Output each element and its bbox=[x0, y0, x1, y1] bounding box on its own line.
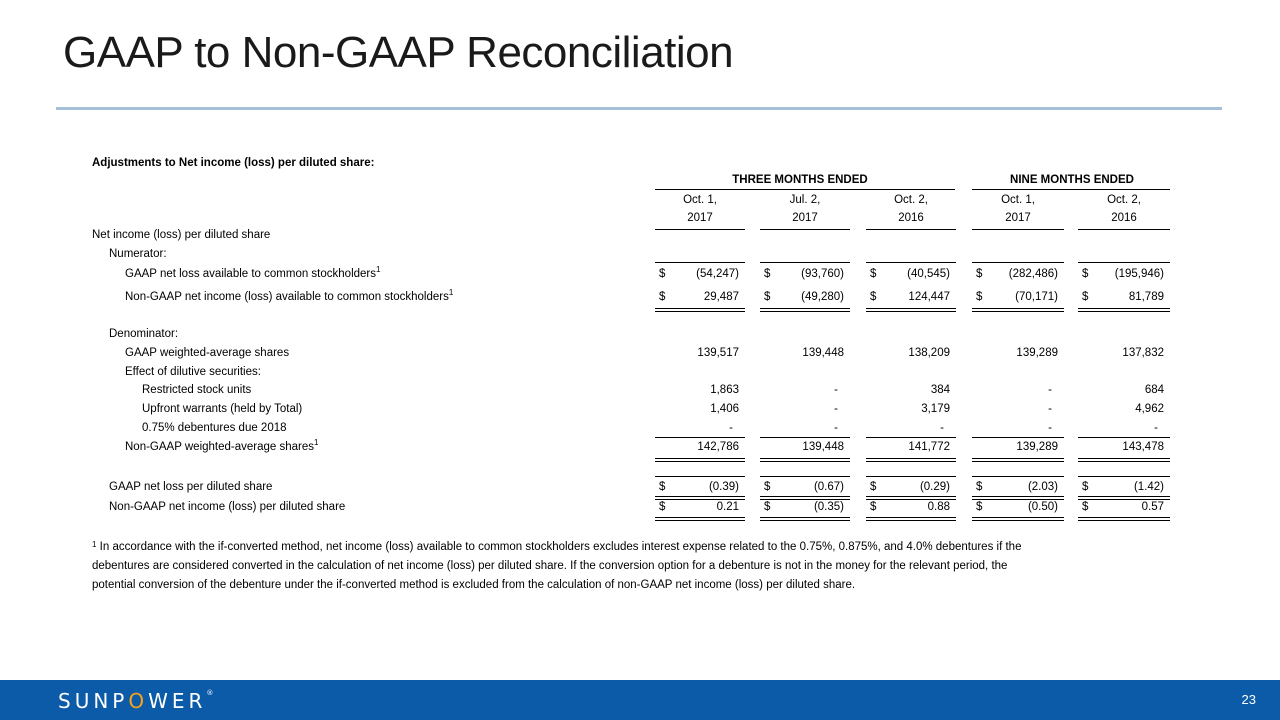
col-1-header-rule bbox=[655, 229, 745, 230]
value-cell: - bbox=[1048, 422, 1052, 434]
col-1-year: 2017 bbox=[687, 212, 713, 224]
total-rule bbox=[1078, 458, 1170, 459]
total-rule bbox=[1078, 520, 1170, 521]
value-cell: 139,289 bbox=[1016, 347, 1058, 359]
total-rule bbox=[972, 517, 1064, 518]
value-cell: 4,962 bbox=[1135, 403, 1164, 415]
value-cell: - bbox=[940, 422, 944, 434]
currency-symbol: $ bbox=[976, 501, 983, 513]
total-rule bbox=[655, 461, 745, 462]
total-rule bbox=[972, 520, 1064, 521]
footnote-line-1: $^1$ In accordance with the if-converted method, net income (loss) available to common stockholders excludes interest expense related to the 0.75%, 0.875%, and 4.0% debentures if the bbox=[92, 540, 1022, 553]
value-cell: - bbox=[729, 422, 733, 434]
three-months-header: THREE MONTHS ENDED bbox=[732, 174, 868, 186]
currency-symbol: $ bbox=[1082, 501, 1089, 513]
value-cell: (195,946) bbox=[1114, 268, 1164, 280]
total-rule bbox=[760, 517, 850, 518]
currency-symbol: $ bbox=[764, 291, 771, 303]
value-cell: (93,760) bbox=[801, 268, 844, 280]
total-rule bbox=[866, 461, 956, 462]
gaap-wavg-shares-label: GAAP weighted-average shares bbox=[125, 347, 290, 359]
value-cell: 137,832 bbox=[1122, 347, 1164, 359]
sun-o-icon: O bbox=[128, 689, 149, 713]
non-gaap-net-income-label: Non-GAAP net income (loss) available to common stockholders$^1$ bbox=[125, 288, 454, 303]
net-income-section-label: Net income (loss) per diluted share bbox=[92, 229, 271, 241]
currency-symbol: $ bbox=[870, 268, 877, 280]
total-rule bbox=[760, 262, 850, 263]
value-cell: 29,487 bbox=[703, 291, 739, 303]
currency-symbol: $ bbox=[1082, 291, 1089, 303]
value-cell: - bbox=[1048, 384, 1052, 396]
value-cell: 139,289 bbox=[1016, 441, 1058, 453]
total-rule bbox=[1078, 499, 1170, 500]
dilutive-effect-label: Effect of dilutive securities: bbox=[125, 366, 261, 378]
total-rule bbox=[655, 517, 745, 518]
total-rule bbox=[655, 311, 745, 312]
value-cell: 81,789 bbox=[1128, 291, 1164, 303]
footnote bbox=[92, 538, 1152, 595]
value-cell: - bbox=[834, 384, 838, 396]
value-cell: (282,486) bbox=[1008, 268, 1058, 280]
total-rule bbox=[655, 520, 745, 521]
total-rule bbox=[1078, 496, 1170, 497]
value-cell: 684 bbox=[1144, 384, 1164, 396]
total-rule bbox=[760, 461, 850, 462]
page-title: GAAP to Non-GAAP Reconciliation bbox=[63, 28, 734, 77]
total-rule bbox=[655, 458, 745, 459]
total-rule bbox=[1078, 311, 1170, 312]
total-rule bbox=[1078, 517, 1170, 518]
col-3-date: Oct. 2, bbox=[894, 194, 928, 206]
col-4-date: Oct. 1, bbox=[1001, 194, 1035, 206]
currency-symbol: $ bbox=[976, 481, 983, 493]
col-3-year: 2016 bbox=[898, 212, 924, 224]
total-rule bbox=[760, 520, 850, 521]
title-divider bbox=[56, 107, 1222, 110]
footnote-marker: 1 bbox=[448, 288, 454, 297]
total-rule bbox=[760, 311, 850, 312]
total-rule bbox=[866, 437, 956, 438]
value-cell: (54,247) bbox=[696, 268, 739, 280]
footnote-marker: 1 bbox=[376, 265, 381, 274]
value-cell: 1,406 bbox=[710, 403, 739, 415]
total-rule bbox=[655, 476, 745, 477]
value-cell: (0.35) bbox=[813, 501, 844, 513]
total-rule bbox=[866, 517, 956, 518]
total-rule bbox=[760, 496, 850, 497]
col-5-header-rule bbox=[1078, 229, 1170, 230]
value-cell: 384 bbox=[930, 384, 950, 396]
value-cell: (1.42) bbox=[1133, 481, 1164, 493]
value-cell: 139,448 bbox=[802, 441, 844, 453]
total-rule bbox=[866, 308, 956, 309]
total-rule bbox=[760, 476, 850, 477]
value-cell: - bbox=[834, 422, 838, 434]
total-rule bbox=[1078, 461, 1170, 462]
nine-months-header-rule bbox=[972, 189, 1170, 190]
value-cell: 0.57 bbox=[1141, 501, 1164, 513]
value-cell: 141,772 bbox=[908, 441, 950, 453]
value-cell: 142,786 bbox=[697, 441, 739, 453]
denominator-label: Denominator: bbox=[109, 328, 179, 340]
col-5-year: 2016 bbox=[1111, 212, 1137, 224]
non-gaap-wavg-shares-label: Non-GAAP weighted-average shares$^1$ bbox=[125, 438, 319, 453]
currency-symbol: $ bbox=[1082, 481, 1089, 493]
footnote-line-2: debentures are considered converted in the calculation of net income (loss) per diluted share. If the conversion option for a debenture is not in the money for the relevant period, the bbox=[92, 560, 1008, 572]
three-months-header-rule bbox=[655, 189, 955, 190]
col-3-header-rule bbox=[866, 229, 956, 230]
value-cell: (2.03) bbox=[1027, 481, 1058, 493]
total-rule bbox=[866, 520, 956, 521]
total-rule bbox=[866, 496, 956, 497]
value-cell: 1,863 bbox=[710, 384, 739, 396]
total-rule bbox=[972, 262, 1064, 263]
value-cell: 3,179 bbox=[921, 403, 950, 415]
total-rule bbox=[1078, 262, 1170, 263]
col-2-year: 2017 bbox=[792, 212, 818, 224]
total-rule bbox=[866, 458, 956, 459]
total-rule bbox=[866, 311, 956, 312]
total-rule bbox=[760, 308, 850, 309]
total-rule bbox=[655, 499, 745, 500]
value-cell: (0.39) bbox=[708, 481, 739, 493]
sunpower-logo: SUNPOWER® bbox=[58, 689, 214, 713]
value-cell: 0.88 bbox=[927, 501, 950, 513]
currency-symbol: $ bbox=[764, 481, 771, 493]
value-cell: 143,478 bbox=[1122, 441, 1164, 453]
value-cell: 138,209 bbox=[908, 347, 950, 359]
value-cell: 0.21 bbox=[716, 501, 739, 513]
value-cell: (70,171) bbox=[1015, 291, 1058, 303]
total-rule bbox=[972, 499, 1064, 500]
footer-bar bbox=[0, 680, 1280, 720]
currency-symbol: $ bbox=[659, 268, 666, 280]
total-rule bbox=[866, 262, 956, 263]
total-rule bbox=[972, 311, 1064, 312]
currency-symbol: $ bbox=[764, 501, 771, 513]
total-rule bbox=[972, 437, 1064, 438]
currency-symbol: $ bbox=[976, 291, 983, 303]
col-1-date: Oct. 1, bbox=[683, 194, 717, 206]
total-rule bbox=[655, 496, 745, 497]
total-rule bbox=[972, 461, 1064, 462]
currency-symbol: $ bbox=[659, 481, 666, 493]
value-cell: - bbox=[1048, 403, 1052, 415]
footnote-marker: 1 bbox=[92, 540, 97, 549]
total-rule bbox=[1078, 437, 1170, 438]
total-rule bbox=[1078, 476, 1170, 477]
currency-symbol: $ bbox=[870, 291, 877, 303]
value-cell: 139,448 bbox=[802, 347, 844, 359]
col-2-date: Jul. 2, bbox=[789, 194, 821, 206]
total-rule bbox=[866, 476, 956, 477]
currency-symbol: $ bbox=[976, 268, 983, 280]
col-4-year: 2017 bbox=[1005, 212, 1031, 224]
total-rule bbox=[760, 499, 850, 500]
total-rule bbox=[760, 458, 850, 459]
non-gaap-eps-label: Non-GAAP net income (loss) per diluted share bbox=[109, 501, 346, 513]
total-rule bbox=[655, 437, 745, 438]
total-rule bbox=[1078, 308, 1170, 309]
upfront-warrants-label: Upfront warrants (held by Total) bbox=[142, 403, 303, 415]
debentures-2018-label: 0.75% debentures due 2018 bbox=[142, 422, 287, 434]
page-number: 23 bbox=[1241, 692, 1256, 707]
footnote-line-3: potential conversion of the debenture under the if-converted method is excluded from the calculation of non-GAAP net income (loss) per diluted share. bbox=[92, 579, 856, 591]
table-subtitle: Adjustments to Net income (loss) per diluted share: bbox=[92, 157, 375, 169]
currency-symbol: $ bbox=[870, 481, 877, 493]
value-cell: (0.67) bbox=[813, 481, 844, 493]
total-rule bbox=[972, 308, 1064, 309]
gaap-net-loss-label: GAAP net loss available to common stockholders$^1$ bbox=[125, 265, 381, 280]
nine-months-header: NINE MONTHS ENDED bbox=[1010, 174, 1134, 186]
value-cell: 124,447 bbox=[908, 291, 950, 303]
value-cell: (0.29) bbox=[919, 481, 950, 493]
col-5-date: Oct. 2, bbox=[1107, 194, 1141, 206]
value-cell: 139,517 bbox=[697, 347, 739, 359]
col-2-header-rule bbox=[760, 229, 850, 230]
total-rule bbox=[972, 476, 1064, 477]
restricted-stock-label: Restricted stock units bbox=[142, 384, 252, 396]
currency-symbol: $ bbox=[659, 291, 666, 303]
value-cell: (49,280) bbox=[801, 291, 844, 303]
value-cell: (0.50) bbox=[1027, 501, 1058, 513]
value-cell: (40,545) bbox=[907, 268, 950, 280]
total-rule bbox=[972, 458, 1064, 459]
total-rule bbox=[972, 496, 1064, 497]
numerator-label: Numerator: bbox=[109, 248, 167, 260]
value-cell: - bbox=[834, 403, 838, 415]
currency-symbol: $ bbox=[1082, 268, 1089, 280]
value-cell: - bbox=[1154, 422, 1158, 434]
currency-symbol: $ bbox=[764, 268, 771, 280]
col-4-header-rule bbox=[972, 229, 1064, 230]
footnote-marker: 1 bbox=[314, 438, 319, 447]
gaap-eps-label: GAAP net loss per diluted share bbox=[109, 481, 273, 493]
total-rule bbox=[655, 308, 745, 309]
total-rule bbox=[760, 437, 850, 438]
currency-symbol: $ bbox=[870, 501, 877, 513]
currency-symbol: $ bbox=[659, 501, 666, 513]
total-rule bbox=[655, 262, 745, 263]
total-rule bbox=[866, 499, 956, 500]
